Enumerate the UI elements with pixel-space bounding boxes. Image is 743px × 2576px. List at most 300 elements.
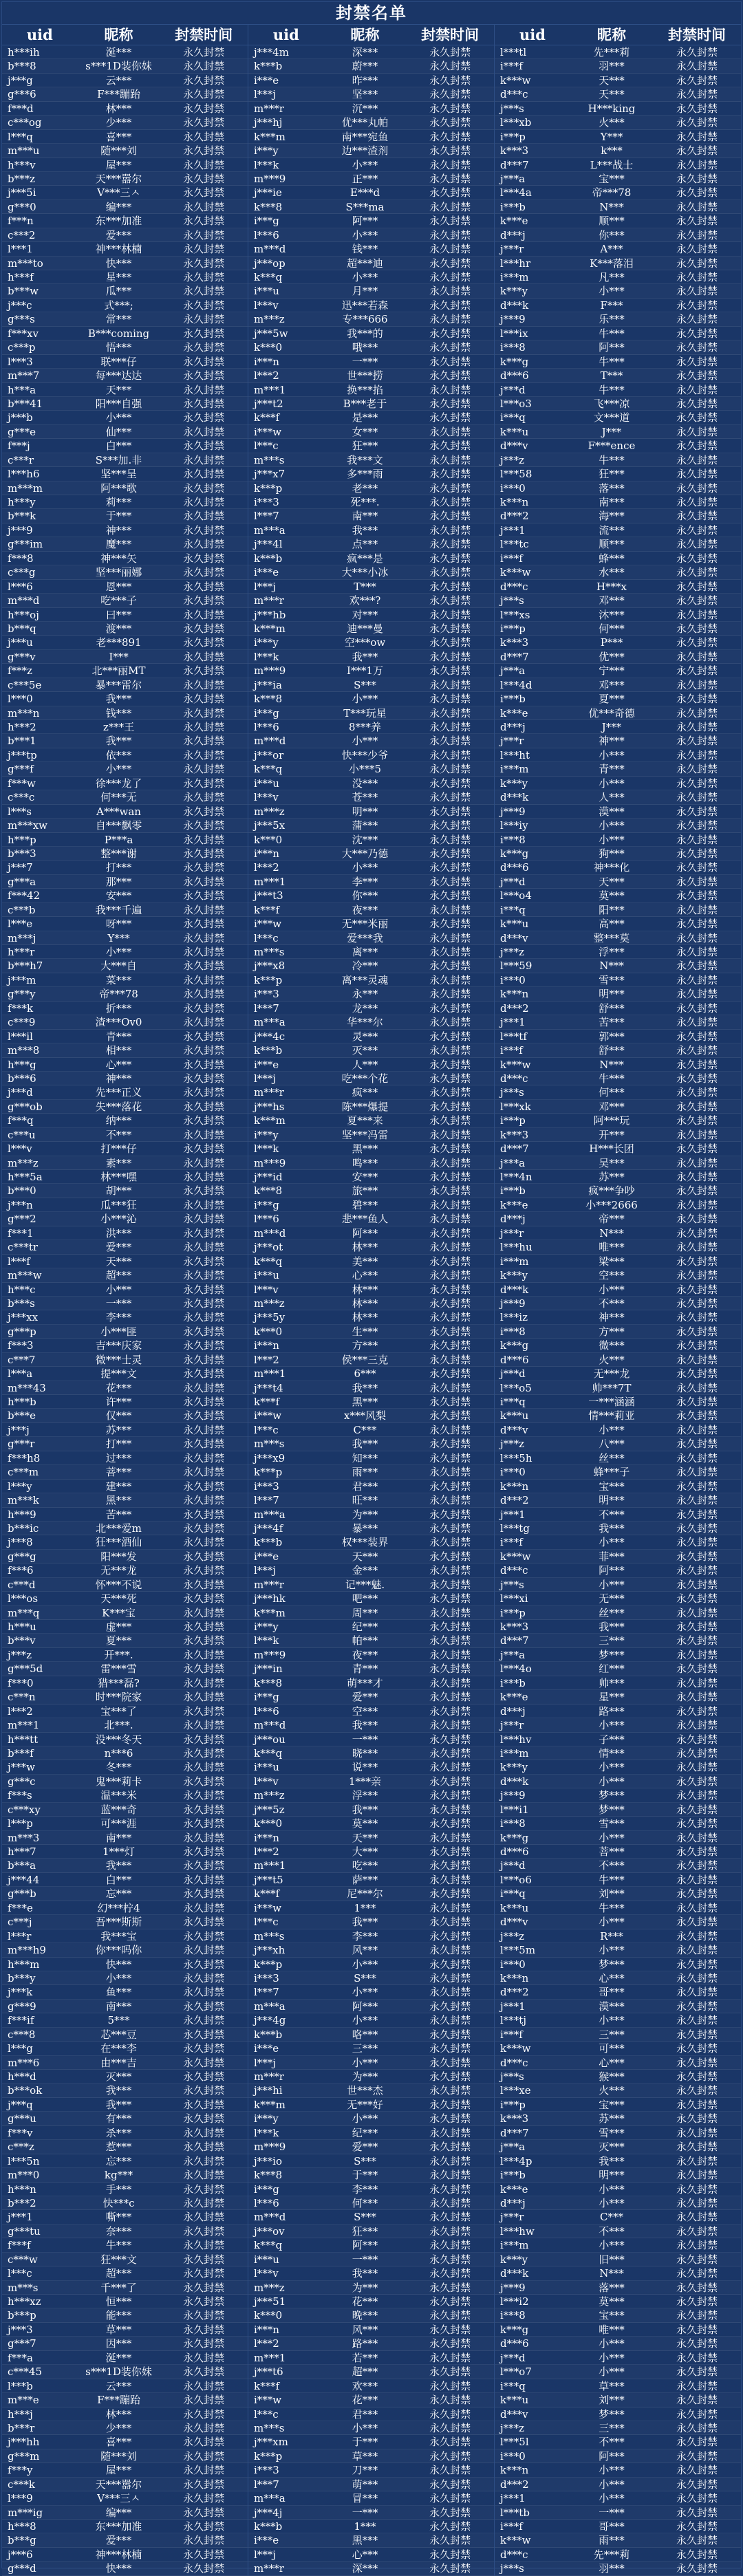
uid-cell: k***u	[500, 1901, 529, 1914]
ban-time-cell: 永久封禁	[183, 1789, 225, 1802]
name-cell: 金***	[352, 1564, 378, 1577]
table-row	[248, 959, 494, 973]
name-cell: 有***	[105, 2112, 132, 2125]
ban-time-cell: 永久封禁	[676, 1100, 718, 1113]
table-row	[248, 2000, 494, 2013]
name-cell: 于***	[105, 510, 132, 523]
table-row	[248, 1381, 494, 1395]
table-row	[2, 1985, 248, 1999]
ban-time-cell: 永久封禁	[429, 622, 471, 635]
name-cell: 胡***	[105, 1184, 132, 1198]
uid-cell: m***d	[8, 594, 40, 607]
uid-cell: m***to	[8, 257, 43, 270]
uid-cell: i***p	[500, 130, 526, 143]
uid-cell: l***i1	[500, 1803, 529, 1816]
name-cell: 小***	[352, 2014, 378, 2027]
uid-cell: l***hw	[500, 2225, 535, 2238]
ban-time-cell: 永久封禁	[183, 973, 225, 986]
uid-cell: h***oj	[8, 608, 39, 621]
ban-time-cell: 永久封禁	[676, 2267, 718, 2280]
uid-cell: i***g	[254, 706, 279, 719]
name-cell: 小***	[599, 777, 625, 790]
uid-cell: j***x7	[254, 468, 286, 481]
ban-time-cell: 永久封禁	[676, 2436, 718, 2449]
table-row	[2, 2196, 248, 2210]
ban-time-cell: 永久封禁	[429, 2492, 471, 2505]
name-cell: 小***	[599, 1944, 625, 1957]
name-cell: 我***的	[347, 327, 383, 340]
uid-cell: l***k	[254, 1143, 279, 1156]
table-row	[2, 1367, 248, 1381]
table-row	[495, 2013, 741, 2027]
table-row	[495, 2337, 741, 2350]
table-row	[495, 1508, 741, 1522]
ban-time-cell: 永久封禁	[429, 650, 471, 663]
ban-time-cell: 永久封禁	[429, 144, 471, 158]
uid-cell: m***r	[254, 102, 284, 115]
ban-time-cell: 永久封禁	[183, 1311, 225, 1324]
uid-cell: k***0	[254, 341, 283, 354]
ban-time-cell: 永久封禁	[183, 1916, 225, 1929]
ban-time-cell: 永久封禁	[183, 2421, 225, 2434]
table-row	[248, 608, 494, 622]
name-cell: 旧***	[599, 2253, 625, 2266]
name-cell: 我***	[352, 2267, 378, 2280]
name-cell: 天***	[105, 383, 132, 396]
uid-cell: m***43	[8, 1381, 46, 1394]
uid-cell: i***e	[254, 2534, 279, 2547]
ban-time-cell: 永久封禁	[429, 1831, 471, 1844]
uid-cell: k***8	[254, 693, 283, 706]
name-cell: 在***李	[100, 2042, 137, 2055]
uid-cell: j***a	[500, 1648, 526, 1661]
table-row	[248, 1015, 494, 1029]
ban-time-cell: 永久封禁	[676, 1550, 718, 1563]
ban-time-cell: 永久封禁	[429, 1761, 471, 1774]
table-row	[248, 537, 494, 551]
uid-cell: i***u	[254, 1761, 279, 1774]
name-cell: 快***	[105, 2562, 132, 2575]
table-row	[2, 1733, 248, 1746]
uid-cell: j***9	[500, 2281, 526, 2294]
ban-time-cell: 永久封禁	[429, 1971, 471, 1984]
table-row	[248, 2379, 494, 2393]
uid-cell: m***d	[254, 735, 286, 748]
uid-cell: k***8	[254, 1676, 283, 1689]
ban-time-cell: 永久封禁	[183, 158, 225, 171]
ban-time-cell: 永久封禁	[676, 1339, 718, 1352]
ban-time-cell: 永久封禁	[429, 1929, 471, 1942]
table-row	[495, 2070, 741, 2083]
name-cell: 黑***	[352, 1143, 378, 1156]
table-row	[2, 2435, 248, 2449]
name-cell: 邓***	[599, 678, 625, 691]
name-cell: 莫***	[599, 2295, 625, 2308]
table-row	[2, 2028, 248, 2042]
ban-time-cell: 永久封禁	[183, 861, 225, 874]
ban-time-cell: 永久封禁	[676, 1016, 718, 1029]
name-cell: 邓***	[599, 594, 625, 607]
table-row	[248, 1508, 494, 1522]
table-row	[2, 2000, 248, 2013]
uid-cell: j***q	[8, 2098, 33, 2111]
uid-cell: m***s	[254, 1438, 285, 1451]
ban-time-cell: 永久封禁	[676, 1634, 718, 1647]
ban-time-cell: 永久封禁	[429, 1044, 471, 1057]
table-row	[495, 903, 741, 917]
table-row	[495, 1704, 741, 1718]
uid-cell: b***s	[8, 1297, 35, 1310]
uid-cell: j***9	[500, 1789, 526, 1802]
table-row	[2, 1030, 248, 1043]
name-cell: 小***	[105, 411, 132, 424]
ban-time-cell: 永久封禁	[183, 1072, 225, 1085]
table-row	[495, 1746, 741, 1760]
name-cell: 神***林楠	[95, 243, 142, 256]
table-row	[248, 1648, 494, 1662]
name-cell: 南***	[352, 510, 378, 523]
name-cell: 月***	[352, 285, 378, 298]
ban-time-cell: 永久封禁	[676, 1719, 718, 1732]
name-cell: 李***	[352, 2183, 378, 2196]
uid-cell: l***2	[254, 369, 279, 382]
uid-cell: l***b	[8, 2379, 33, 2392]
table-row	[495, 1353, 741, 1367]
name-cell: 依***	[105, 748, 132, 761]
uid-cell: h***b	[8, 1396, 36, 1408]
table-row	[495, 552, 741, 565]
uid-cell: f***xv	[8, 327, 39, 340]
ban-time-cell: 永久封禁	[183, 918, 225, 931]
name-cell: 君***	[352, 1480, 378, 1493]
name-cell: 边***渣剂	[341, 144, 389, 158]
table-row	[495, 2253, 741, 2266]
table-row	[495, 945, 741, 959]
name-cell: 小***	[352, 1958, 378, 1971]
ban-time-cell: 永久封禁	[183, 1592, 225, 1605]
ban-time-cell: 永久封禁	[676, 748, 718, 761]
uid-cell: j***a	[500, 172, 526, 185]
uid-cell: k***w	[500, 74, 531, 87]
uid-cell: d***v	[500, 1916, 528, 1929]
table-row	[2, 1142, 248, 1156]
ban-time-cell: 永久封禁	[676, 1564, 718, 1577]
ban-time-cell: 永久封禁	[429, 1241, 471, 1254]
table-row	[2, 397, 248, 411]
table-row	[495, 748, 741, 762]
table-row	[495, 228, 741, 242]
uid-cell: i***n	[254, 1339, 279, 1352]
table-row	[248, 1845, 494, 1859]
ban-time-cell: 永久封禁	[676, 1691, 718, 1704]
ban-time-cell: 永久封禁	[429, 1704, 471, 1718]
column-header	[495, 25, 741, 45]
ban-time-cell: 永久封禁	[429, 735, 471, 748]
table-row	[2, 369, 248, 382]
table-row	[2, 1353, 248, 1367]
table-row	[495, 1409, 741, 1422]
table-row	[2, 650, 248, 664]
ban-time-cell: 永久封禁	[676, 2520, 718, 2533]
page-title: 封禁名单	[2, 2, 741, 25]
ban-time-cell: 永久封禁	[676, 1775, 718, 1788]
table-row	[248, 1437, 494, 1451]
name-cell: 阿***	[352, 2000, 378, 2013]
uid-cell: j***ou	[254, 1733, 286, 1746]
name-cell: 小***	[352, 228, 378, 241]
name-cell: 猎***磊?	[98, 1676, 140, 1689]
ban-time-cell: 永久封禁	[183, 299, 225, 312]
uid-cell: j***z	[500, 1438, 525, 1451]
ban-time-cell: 永久封禁	[183, 931, 225, 944]
table-row	[248, 565, 494, 579]
uid-cell: l***ix	[500, 327, 528, 340]
table-row	[2, 1943, 248, 1957]
ban-time-cell: 永久封禁	[429, 833, 471, 846]
ban-time-cell: 永久封禁	[429, 566, 471, 579]
name-cell: 无***	[599, 1592, 625, 1605]
name-cell: 联***仔	[100, 355, 137, 368]
uid-cell: d***v	[500, 1423, 528, 1436]
name-cell: 路***	[352, 2337, 378, 2350]
uid-cell: j***r	[500, 1226, 524, 1240]
table-row	[248, 2449, 494, 2463]
table-row	[495, 678, 741, 692]
ban-time-cell: 永久封禁	[429, 875, 471, 888]
uid-cell: m***1	[254, 1367, 286, 1381]
name-cell: 为***	[352, 2281, 378, 2294]
table-row	[2, 903, 248, 917]
name-cell: 白***	[105, 1873, 132, 1886]
uid-cell: k***3	[500, 144, 529, 158]
ban-time-cell: 永久封禁	[676, 973, 718, 986]
uid-cell: f***3	[8, 1339, 34, 1352]
uid-cell: f***0	[8, 1676, 34, 1689]
name-cell: 阿***	[352, 2239, 378, 2252]
name-cell: 狂***	[352, 440, 378, 453]
uid-cell: k***0	[254, 2309, 283, 2322]
name-cell: T***	[600, 369, 623, 382]
name-cell: 小***	[352, 158, 378, 171]
name-cell: 天***	[352, 1831, 378, 1844]
table-row	[2, 74, 248, 87]
ban-time-cell: 永久封禁	[183, 1086, 225, 1099]
ban-time-cell: 永久封禁	[429, 1846, 471, 1858]
name-cell: 蓝***奇	[100, 1803, 137, 1816]
table-row	[2, 1873, 248, 1887]
ban-time-cell: 永久封禁	[183, 1114, 225, 1127]
table-row	[2, 1072, 248, 1085]
uid-cell: k***w	[500, 566, 531, 579]
table-row	[2, 1971, 248, 1985]
ban-time-cell: 永久封禁	[429, 2562, 471, 2575]
uid-cell: j***51	[254, 2295, 286, 2308]
table-row	[248, 594, 494, 607]
name-cell: 浮***	[599, 946, 625, 958]
name-cell: 暴***	[352, 1522, 378, 1535]
uid-cell: d***c	[500, 88, 528, 101]
ban-time-cell: 永久封禁	[183, 2169, 225, 2182]
table-row	[495, 158, 741, 172]
name-cell: 舒***	[599, 1002, 625, 1015]
ban-time-cell: 永久封禁	[429, 1480, 471, 1493]
name-cell: 龙***	[352, 1002, 378, 1015]
uid-cell: h***p	[8, 833, 36, 846]
uid-cell: k***0	[254, 1325, 283, 1338]
table-row	[248, 1915, 494, 1929]
name-cell: 天***	[599, 875, 625, 888]
ban-time-cell: 永久封禁	[183, 2225, 225, 2238]
name-cell: 小***	[599, 2183, 625, 2196]
table-row	[248, 312, 494, 326]
table-row	[2, 1592, 248, 1605]
name-cell: 小***	[599, 748, 625, 761]
ban-time-cell: 永久封禁	[676, 228, 718, 241]
uid-cell: d***7	[500, 2126, 529, 2139]
uid-cell: j***hh	[8, 2436, 40, 2449]
table-row	[495, 397, 741, 411]
uid-cell: i***e	[254, 566, 279, 579]
ban-time-cell: 永久封禁	[676, 889, 718, 902]
uid-cell: k***f	[254, 411, 280, 424]
uid-cell: i***8	[500, 1817, 526, 1830]
ban-time-cell: 永久封禁	[429, 2126, 471, 2139]
ban-time-cell: 永久封禁	[429, 1128, 471, 1141]
table-row	[248, 1606, 494, 1620]
name-cell: 悟***	[105, 341, 132, 354]
table-row	[248, 87, 494, 101]
table-row	[248, 706, 494, 720]
uid-cell: l***4d	[500, 678, 532, 691]
ban-time-cell: 永久封禁	[429, 2351, 471, 2364]
name-cell: 苦***	[599, 1016, 625, 1029]
uid-cell: l***3	[8, 355, 33, 368]
ban-time-cell: 永久封禁	[183, 130, 225, 143]
uid-cell: l***il	[8, 1030, 33, 1043]
uid-cell: l***tb	[500, 2506, 530, 2519]
uid-cell: l***4o	[500, 1663, 532, 1676]
uid-cell: k***f	[254, 2379, 280, 2392]
name-cell: 你***	[352, 889, 378, 902]
table-row	[248, 2013, 494, 2027]
name-cell: S***加.非	[95, 453, 142, 466]
name-cell: 宝***	[599, 2309, 625, 2322]
name-cell: 狂***文	[100, 2253, 137, 2266]
name-cell: 爱***	[352, 2141, 378, 2154]
uid-cell: k***b	[254, 1044, 283, 1057]
table-row	[248, 481, 494, 495]
name-cell: 老***	[352, 481, 378, 495]
ban-time-cell: 永久封禁	[183, 2000, 225, 2013]
name-cell: C***	[353, 1423, 377, 1436]
name-cell: 你***吗你	[95, 1944, 142, 1957]
ban-time-cell: 永久封禁	[676, 566, 718, 579]
name-cell: 丝***	[599, 1451, 625, 1464]
ban-time-cell: 永久封禁	[183, 453, 225, 466]
table-row	[495, 1325, 741, 1339]
uid-header: uid	[519, 26, 546, 43]
uid-cell: m***a	[254, 1016, 286, 1029]
uid-cell: i***q	[500, 903, 526, 916]
name-cell: 海***	[599, 510, 625, 523]
uid-cell: l***f	[8, 1255, 30, 1268]
uid-cell: j***z	[500, 2421, 525, 2434]
ban-time-cell: 永久封禁	[183, 580, 225, 593]
uid-header: uid	[272, 26, 299, 43]
name-cell: 宝***	[599, 1480, 625, 1493]
table-row	[248, 762, 494, 776]
table-row	[495, 1015, 741, 1029]
ban-time-cell: 永久封禁	[429, 411, 471, 424]
ban-time-cell: 永久封禁	[676, 2239, 718, 2252]
table-row	[2, 214, 248, 228]
ban-time-cell: 永久封禁	[183, 1944, 225, 1957]
name-cell: 明***	[599, 1494, 625, 1507]
uid-cell: m***d	[254, 243, 286, 256]
name-cell: 八***	[599, 1438, 625, 1451]
uid-cell: i***0	[500, 1958, 526, 1971]
uid-cell: j***a	[500, 2141, 526, 2154]
name-cell: 涎***	[105, 46, 132, 58]
uid-cell: j***a	[500, 664, 526, 678]
table-row	[2, 1845, 248, 1859]
ban-time-cell: 永久封禁	[183, 1564, 225, 1577]
ban-time-cell: 永久封禁	[183, 1044, 225, 1057]
table-row	[495, 861, 741, 874]
table-row	[495, 1606, 741, 1620]
name-cell: 云***	[105, 74, 132, 87]
ban-time-cell: 永久封禁	[676, 1704, 718, 1718]
table-row	[495, 2548, 741, 2562]
uid-cell: c***r	[8, 453, 34, 466]
ban-time-cell: 永久封禁	[429, 2281, 471, 2294]
uid-cell: g***e	[8, 425, 36, 438]
uid-cell: i***3	[254, 2464, 279, 2477]
table-row	[495, 987, 741, 1001]
uid-cell: j***xx	[8, 1311, 39, 1324]
uid-cell: m***e	[8, 2394, 39, 2407]
ban-time-cell: 永久封禁	[676, 931, 718, 944]
table-row	[248, 2435, 494, 2449]
uid-cell: l***5h	[500, 1451, 532, 1464]
uid-cell: b***8	[8, 60, 36, 73]
name-cell: 徐***龙了	[95, 777, 142, 790]
table-row	[2, 1395, 248, 1409]
ban-time-cell: 永久封禁	[183, 1550, 225, 1563]
ban-time-cell: 永久封禁	[183, 2183, 225, 2196]
ban-time-cell: 永久封禁	[429, 1494, 471, 1507]
name-cell: 李***	[352, 875, 378, 888]
name-cell: 喜***	[105, 2436, 132, 2449]
uid-cell: l***os	[8, 1592, 39, 1605]
ban-time-cell: 永久封禁	[429, 988, 471, 1001]
uid-cell: l***4a	[500, 186, 532, 199]
table-row	[2, 2126, 248, 2140]
ban-time-cell: 永久封禁	[183, 1704, 225, 1718]
uid-cell: k***p	[254, 481, 283, 495]
ban-time-cell: 永久封禁	[429, 1114, 471, 1127]
table-row	[495, 1648, 741, 1662]
ban-time-cell: 永久封禁	[429, 313, 471, 326]
table-row	[495, 1943, 741, 1957]
table-row	[248, 1971, 494, 1985]
table-row	[495, 509, 741, 523]
name-cell: 1***	[354, 2520, 376, 2533]
ban-time-cell: 永久封禁	[183, 2196, 225, 2209]
table-row	[2, 1198, 248, 1212]
ban-time-cell: 永久封禁	[183, 1451, 225, 1464]
table-row	[248, 1325, 494, 1339]
